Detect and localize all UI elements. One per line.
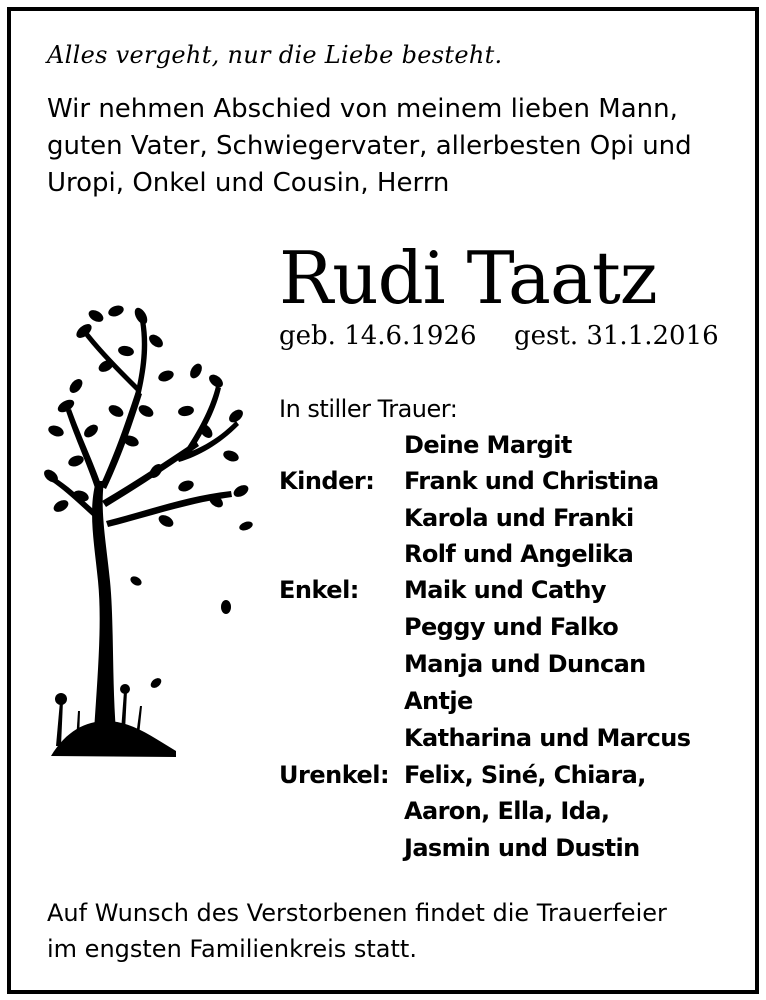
mourner-name: Rolf und Angelika xyxy=(404,540,634,568)
mourner-name: Karola und Franki xyxy=(404,504,634,532)
death-date: gest. 31.1.2016 xyxy=(514,321,719,351)
relation-label-kinder: Kinder: xyxy=(279,467,375,495)
mourner-name: Manja und Duncan xyxy=(404,650,646,678)
deceased-name: Rudi Taatz xyxy=(279,236,657,320)
intro-line: Wir nehmen Abschied von meinem lieben Mann, xyxy=(47,94,678,124)
obituary-notice xyxy=(7,7,759,994)
mourner-name: Felix, Siné, Chiara, xyxy=(404,761,646,789)
mourner-name: Peggy und Falko xyxy=(404,613,619,641)
relation-label-enkel: Enkel: xyxy=(279,576,359,604)
intro-line: Uropi, Onkel und Cousin, Herrn xyxy=(47,168,450,198)
closing-line: im engsten Familienkreis statt. xyxy=(47,935,417,963)
motto: Alles vergeht, nur die Liebe besteht. xyxy=(47,41,503,69)
mourner-name: Frank und Christina xyxy=(404,467,659,495)
tree-silhouette-icon xyxy=(36,291,256,771)
mourner-name: Aaron, Ella, Ida, xyxy=(404,797,610,825)
mourning-heading: In stiller Trauer: xyxy=(279,395,458,423)
birth-date: geb. 14.6.1926 xyxy=(279,321,477,351)
closing-line: Auf Wunsch des Verstorbenen findet die Trauerfeier xyxy=(47,899,667,927)
mourner-name: Deine Margit xyxy=(404,431,572,459)
mourner-name: Katharina und Marcus xyxy=(404,724,691,752)
mourner-name: Antje xyxy=(404,687,473,715)
mourner-name: Maik und Cathy xyxy=(404,576,606,604)
relation-label-urenkel: Urenkel: xyxy=(279,761,390,789)
intro-text xyxy=(47,91,747,202)
mourner-name: Jasmin und Dustin xyxy=(404,834,640,862)
intro-line: guten Vater, Schwiegervater, allerbesten Opi und xyxy=(47,131,692,161)
closing-text xyxy=(47,895,667,967)
